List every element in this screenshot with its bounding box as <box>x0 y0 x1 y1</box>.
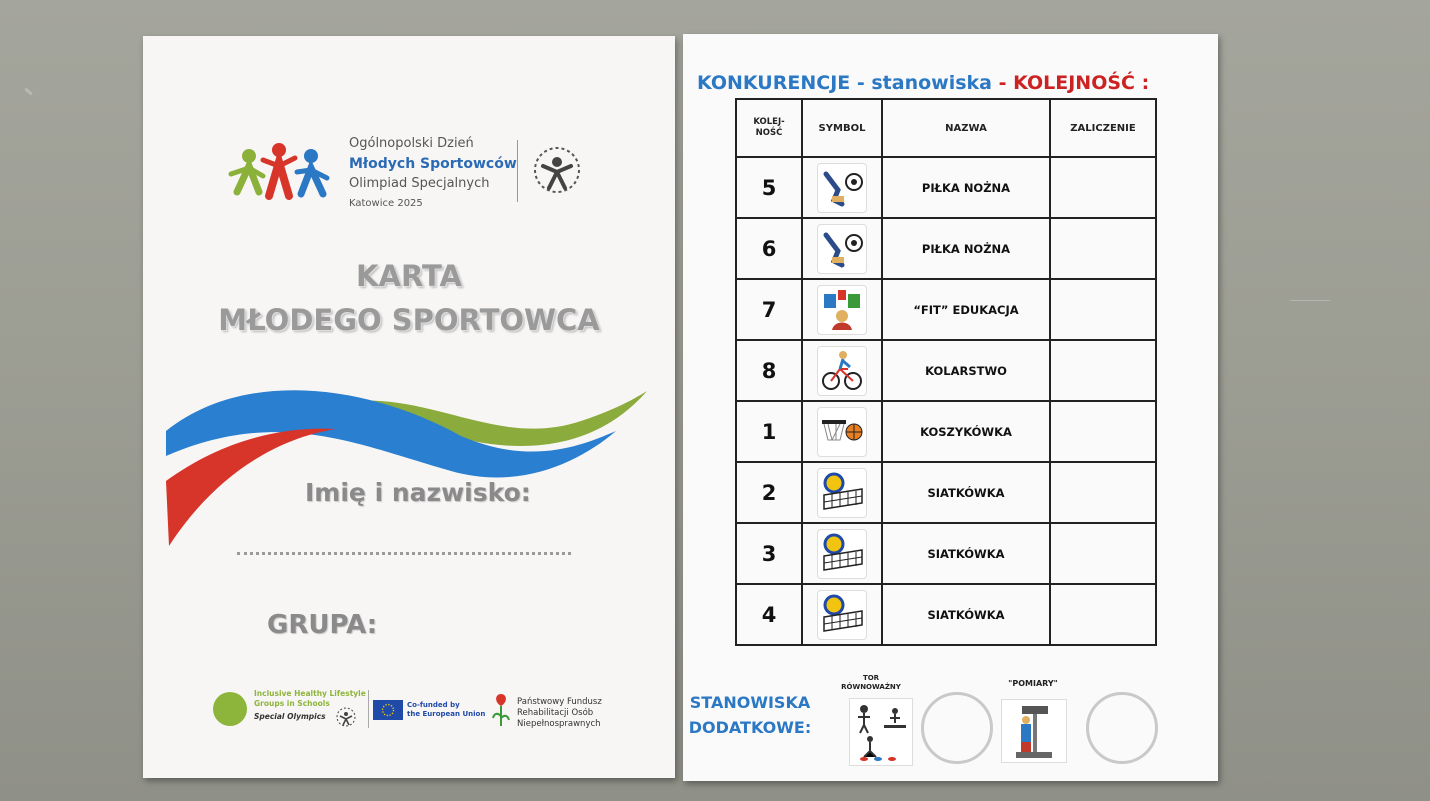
football-icon <box>817 163 867 213</box>
group-label: GRUPA: <box>267 610 378 640</box>
row-order: 7 <box>736 279 802 340</box>
extra-stations-line-1: STANOWISKA <box>689 693 811 712</box>
row-symbol <box>802 279 882 340</box>
table-row <box>736 462 1156 523</box>
balance-track-line-1: TOR <box>862 674 880 682</box>
measurement-scale-icon <box>1001 699 1067 763</box>
ihl-special-olympics: Special Olympics <box>254 712 326 721</box>
pfron-line-2: Rehabilitacji Osób <box>517 708 594 718</box>
extra-stations-line-2: DODATKOWE: <box>688 718 812 737</box>
table-row <box>736 584 1156 645</box>
athlete-card <box>143 36 675 778</box>
row-name: SIATKÓWKA <box>882 462 1050 523</box>
extra-stations-label <box>685 690 815 740</box>
row-symbol <box>802 462 882 523</box>
measurements-label: "POMIARY" <box>1008 679 1058 688</box>
header-symbol: SYMBOL <box>802 99 882 157</box>
event-line-4: Katowice 2025 <box>349 198 423 209</box>
row-symbol <box>802 157 882 218</box>
footer-divider <box>368 690 369 728</box>
ihl-logo-icon <box>213 692 247 726</box>
eu-line-1: Co-funded by <box>407 701 460 709</box>
eu-text <box>407 701 485 719</box>
row-order: 4 <box>736 584 802 645</box>
surface-mark <box>24 87 33 95</box>
card-title-line-2: MŁODEGO SPORTOWCA <box>218 303 600 337</box>
row-order: 3 <box>736 523 802 584</box>
row-name: “FIT” EDUKACJA <box>882 279 1050 340</box>
row-order: 1 <box>736 401 802 462</box>
table-row <box>736 523 1156 584</box>
eu-line-2: the European Union <box>407 710 486 718</box>
volleyball-icon <box>817 590 867 640</box>
competition-table <box>735 98 1157 646</box>
pfron-line-3: Niepełnosprawnych <box>517 719 601 729</box>
header-order-line-1: KOLEJ- <box>753 117 785 127</box>
table-row <box>736 157 1156 218</box>
row-name: SIATKÓWKA <box>882 584 1050 645</box>
table-header-row <box>736 99 1156 157</box>
table-row <box>736 340 1156 401</box>
ihl-line-2: Groups in Schools <box>254 699 330 708</box>
partner-logos <box>213 688 613 734</box>
checkbox-circle-balance[interactable] <box>921 692 993 764</box>
competition-title <box>697 72 1149 94</box>
row-name: PIŁKA NOŻNA <box>882 157 1050 218</box>
row-pass-cell[interactable] <box>1050 523 1156 584</box>
row-name: PIŁKA NOŻNA <box>882 218 1050 279</box>
balance-track-label <box>835 674 907 692</box>
surface-mark <box>1290 300 1330 301</box>
pfron-line-1: Państwowy Fundusz <box>517 697 602 707</box>
decorative-waves <box>161 361 651 551</box>
logo-divider <box>517 140 518 202</box>
row-symbol <box>802 401 882 462</box>
row-order: 6 <box>736 218 802 279</box>
event-logo <box>227 134 587 214</box>
balance-track-line-2: RÓWNOWAŻNY <box>841 683 901 691</box>
row-symbol <box>802 218 882 279</box>
competition-card <box>683 34 1218 781</box>
row-name: KOLARSTWO <box>882 340 1050 401</box>
row-order: 2 <box>736 462 802 523</box>
pfron-text <box>517 697 602 730</box>
eu-flag-icon <box>373 700 403 720</box>
title-dash: - <box>991 72 1014 94</box>
fit-education-icon <box>817 285 867 335</box>
table-row <box>736 401 1156 462</box>
header-order <box>736 99 802 157</box>
pfron-tulip-icon <box>491 690 511 728</box>
row-name: SIATKÓWKA <box>882 523 1050 584</box>
header-order-line-2: NOŚĆ <box>755 128 783 138</box>
balance-track-icon <box>849 698 913 766</box>
football-icon <box>817 224 867 274</box>
card-title <box>143 254 675 342</box>
row-pass-cell[interactable] <box>1050 462 1156 523</box>
volleyball-icon <box>817 468 867 518</box>
header-name: NAZWA <box>882 99 1050 157</box>
header-pass: ZALICZENIE <box>1050 99 1156 157</box>
title-competitions: KONKURENCJE - stanowiska <box>697 72 992 94</box>
name-label: Imię i nazwisko: <box>305 478 531 507</box>
row-name: KOSZYKÓWKA <box>882 401 1050 462</box>
checkbox-circle-measurements[interactable] <box>1086 692 1158 764</box>
title-order: KOLEJNOŚĆ : <box>1013 72 1150 94</box>
cycling-icon <box>817 346 867 396</box>
row-pass-cell[interactable] <box>1050 157 1156 218</box>
event-line-2: Młodych Sportowców <box>349 156 517 172</box>
event-line-1: Ogólnopolski Dzień <box>349 136 474 151</box>
event-line-3: Olimpiad Specjalnych <box>349 176 490 191</box>
row-pass-cell[interactable] <box>1050 218 1156 279</box>
name-fill-line <box>237 552 571 555</box>
special-olympics-logo-icon <box>529 142 585 198</box>
event-name <box>349 134 517 214</box>
table-row <box>736 218 1156 279</box>
special-olympics-small-icon <box>335 706 357 728</box>
row-pass-cell[interactable] <box>1050 279 1156 340</box>
volleyball-icon <box>817 529 867 579</box>
row-pass-cell[interactable] <box>1050 584 1156 645</box>
athletes-figures-icon <box>227 142 337 204</box>
ihl-line-1: Inclusive Healthy Lifestyle <box>254 689 366 698</box>
row-pass-cell[interactable] <box>1050 401 1156 462</box>
card-title-line-1: KARTA <box>356 259 462 293</box>
table-row <box>736 279 1156 340</box>
row-order: 8 <box>736 340 802 401</box>
row-symbol <box>802 584 882 645</box>
row-symbol <box>802 523 882 584</box>
row-pass-cell[interactable] <box>1050 340 1156 401</box>
basketball-icon <box>817 407 867 457</box>
row-order: 5 <box>736 157 802 218</box>
row-symbol <box>802 340 882 401</box>
